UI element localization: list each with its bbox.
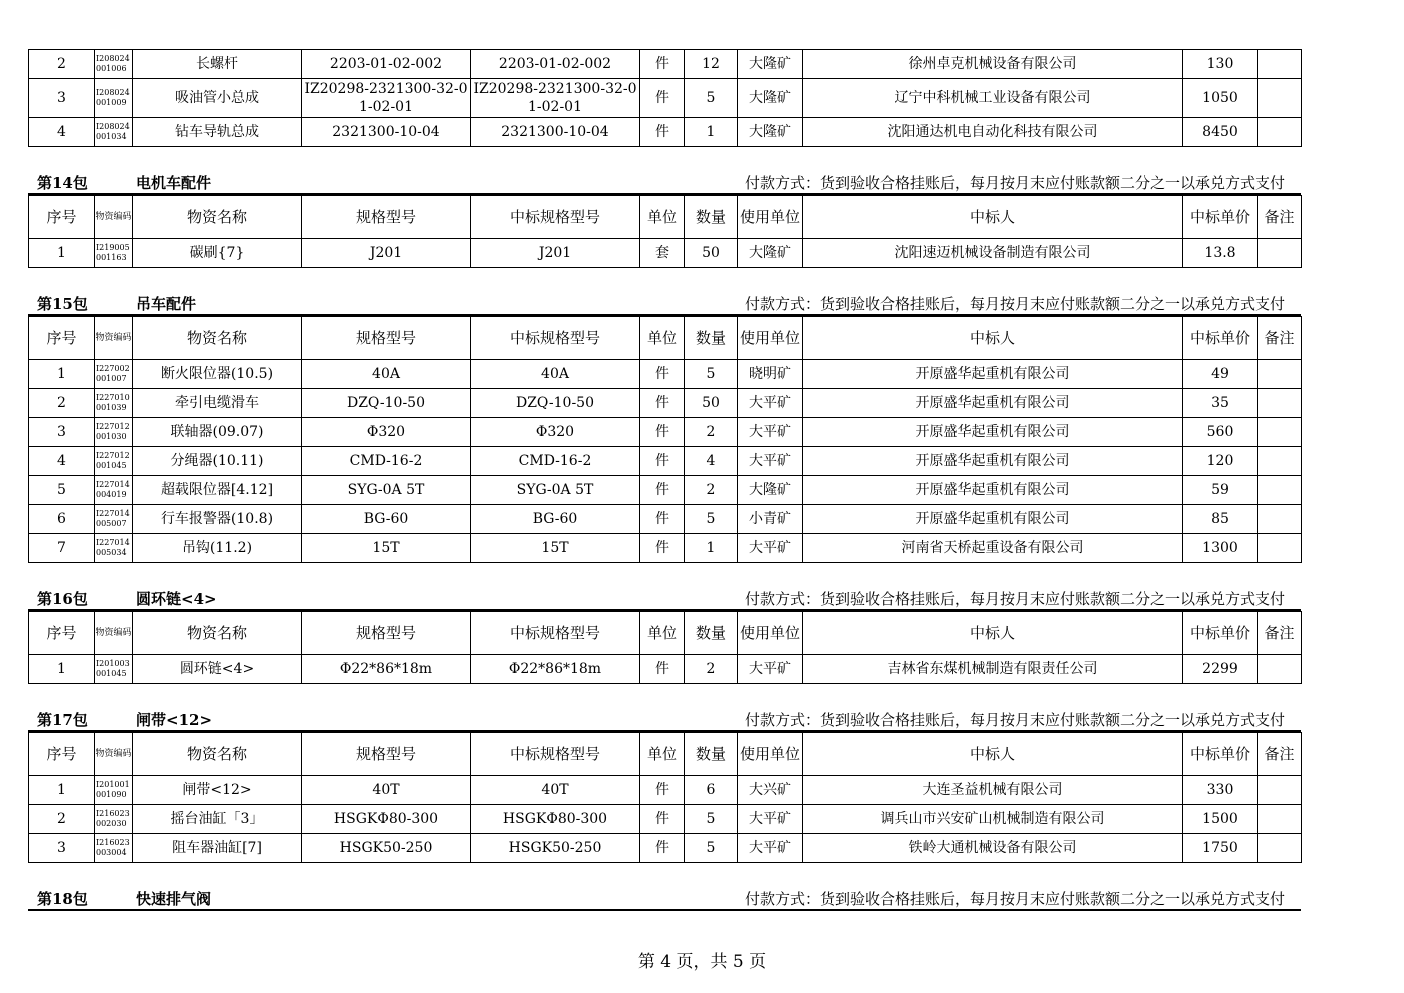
payment-terms: 付款方式：货到验收合格挂账后，每月按月末应付账款额二分之一以承兑方式支付 (744, 890, 1285, 908)
cell-name: 吸油管小总成 (133, 79, 302, 118)
payment-terms: 付款方式：货到验收合格挂账后，每月按月末应付账款额二分之一以承兑方式支付 (744, 174, 1285, 192)
cell-spec: HSGK50-250 (302, 834, 471, 863)
cell-site: 大平矿 (738, 805, 803, 834)
table-header-row (29, 196, 1302, 239)
cell-unit: 件 (640, 118, 685, 147)
table-row (29, 239, 1302, 268)
cell-site: 大隆矿 (738, 50, 803, 79)
header-bid-spec: 中标规格型号 (471, 196, 640, 239)
header-spec: 规格型号 (302, 317, 471, 360)
cell-bid-spec: IZ20298-2321300-32-01-02-01 (471, 79, 640, 118)
section-header (28, 589, 1301, 611)
cell-winner: 开原盛华起重机有限公司 (803, 418, 1183, 447)
cell-name: 超载限位器[4.12] (133, 476, 302, 505)
header-spec: 规格型号 (302, 733, 471, 776)
cell-seq: 3 (29, 418, 95, 447)
cell-winner: 铁岭大通机械设备有限公司 (803, 834, 1183, 863)
cell-seq: 4 (29, 447, 95, 476)
cell-spec: 40A (302, 360, 471, 389)
cell-site: 大隆矿 (738, 476, 803, 505)
header-code: 物资编码 (95, 612, 133, 655)
cell-bid-spec: J201 (471, 239, 640, 268)
cell-price: 330 (1183, 776, 1258, 805)
cell-bid-spec: Φ22*86*18m (471, 655, 640, 684)
cell-note (1258, 476, 1302, 505)
cell-spec: SYG-0A 5T (302, 476, 471, 505)
header-bid-spec: 中标规格型号 (471, 317, 640, 360)
cell-spec: J201 (302, 239, 471, 268)
cell-name: 断火限位器(10.5) (133, 360, 302, 389)
cell-qty: 50 (685, 389, 738, 418)
cell-winner: 开原盛华起重机有限公司 (803, 476, 1183, 505)
cell-name: 阻车器油缸[7] (133, 834, 302, 863)
cell-qty: 6 (685, 776, 738, 805)
header-note: 备注 (1258, 317, 1302, 360)
cell-seq: 6 (29, 505, 95, 534)
page-footer: 第 4 页，共 5 页 (637, 952, 767, 972)
cell-unit: 套 (640, 239, 685, 268)
cell-price: 1050 (1183, 79, 1258, 118)
package-table (28, 732, 1302, 863)
header-name: 物资名称 (133, 317, 302, 360)
header-seq: 序号 (29, 612, 95, 655)
table-row (29, 418, 1302, 447)
cell-spec: BG-60 (302, 505, 471, 534)
cell-unit: 件 (640, 834, 685, 863)
table-header-row (29, 733, 1302, 776)
cell-seq: 7 (29, 534, 95, 563)
header-name: 物资名称 (133, 196, 302, 239)
cell-winner: 沈阳速迈机械设备制造有限公司 (803, 239, 1183, 268)
cell-bid-spec: Φ320 (471, 418, 640, 447)
cell-price: 13.8 (1183, 239, 1258, 268)
cell-spec: 40T (302, 776, 471, 805)
cell-note (1258, 655, 1302, 684)
cell-bid-spec: 2203-01-02-002 (471, 50, 640, 79)
table-row (29, 360, 1302, 389)
header-code: 物资编码 (95, 196, 133, 239)
header-seq: 序号 (29, 733, 95, 776)
table-row (29, 79, 1302, 118)
cell-site: 大隆矿 (738, 118, 803, 147)
cell-seq: 1 (29, 776, 95, 805)
cell-note (1258, 776, 1302, 805)
cell-seq: 4 (29, 118, 95, 147)
header-code: 物资编码 (95, 733, 133, 776)
header-price: 中标单价 (1183, 733, 1258, 776)
cell-unit: 件 (640, 79, 685, 118)
cell-site: 大平矿 (738, 834, 803, 863)
cell-winner: 开原盛华起重机有限公司 (803, 447, 1183, 476)
cell-qty: 5 (685, 505, 738, 534)
cell-qty: 5 (685, 360, 738, 389)
cell-note (1258, 118, 1302, 147)
cell-qty: 4 (685, 447, 738, 476)
cell-code: I216023 003004 (95, 834, 133, 863)
cell-code: I208024 001009 (95, 79, 133, 118)
cell-bid-spec: 2321300-10-04 (471, 118, 640, 147)
cell-site: 小青矿 (738, 505, 803, 534)
header-winner: 中标人 (803, 196, 1183, 239)
cell-seq: 1 (29, 360, 95, 389)
cell-price: 35 (1183, 389, 1258, 418)
payment-terms: 付款方式：货到验收合格挂账后，每月按月末应付账款额二分之一以承兑方式支付 (744, 590, 1285, 608)
header-qty: 数量 (685, 196, 738, 239)
cell-unit: 件 (640, 389, 685, 418)
cell-seq: 1 (29, 655, 95, 684)
cell-name: 分绳器(10.11) (133, 447, 302, 476)
cell-spec: CMD-16-2 (302, 447, 471, 476)
cell-code: I216023 002030 (95, 805, 133, 834)
cell-seq: 3 (29, 834, 95, 863)
header-seq: 序号 (29, 196, 95, 239)
table-header-row (29, 317, 1302, 360)
cell-bid-spec: 40T (471, 776, 640, 805)
cell-name: 联轴器(09.07) (133, 418, 302, 447)
cell-name: 长螺杆 (133, 50, 302, 79)
cell-bid-spec: CMD-16-2 (471, 447, 640, 476)
cell-winner: 徐州卓克机械设备有限公司 (803, 50, 1183, 79)
cell-bid-spec: DZQ-10-50 (471, 389, 640, 418)
cell-site: 大平矿 (738, 389, 803, 418)
cell-spec: Φ22*86*18m (302, 655, 471, 684)
cell-bid-spec: 15T (471, 534, 640, 563)
cell-winner: 大连圣益机械有限公司 (803, 776, 1183, 805)
cell-qty: 5 (685, 805, 738, 834)
cell-spec: 2203-01-02-002 (302, 50, 471, 79)
header-qty: 数量 (685, 733, 738, 776)
cell-code: I227014 005034 (95, 534, 133, 563)
table-row (29, 50, 1302, 79)
cell-code: I227002 001007 (95, 360, 133, 389)
cell-note (1258, 79, 1302, 118)
cell-seq: 3 (29, 79, 95, 118)
header-spec: 规格型号 (302, 612, 471, 655)
package-table (28, 195, 1302, 268)
header-name: 物资名称 (133, 612, 302, 655)
cell-seq: 5 (29, 476, 95, 505)
cell-qty: 5 (685, 834, 738, 863)
cell-unit: 件 (640, 476, 685, 505)
cell-price: 1750 (1183, 834, 1258, 863)
header-seq: 序号 (29, 317, 95, 360)
cell-unit: 件 (640, 360, 685, 389)
table-header-row (29, 612, 1302, 655)
header-unit: 单位 (640, 612, 685, 655)
cell-price: 85 (1183, 505, 1258, 534)
cell-unit: 件 (640, 418, 685, 447)
package-number: 第16包 (37, 590, 88, 608)
cell-price: 49 (1183, 360, 1258, 389)
cell-name: 钻车导轨总成 (133, 118, 302, 147)
payment-terms: 付款方式：货到验收合格挂账后，每月按月末应付账款额二分之一以承兑方式支付 (744, 711, 1285, 729)
cell-unit: 件 (640, 534, 685, 563)
cell-winner: 调兵山市兴安矿山机械制造有限公司 (803, 805, 1183, 834)
cell-name: 闸带<12> (133, 776, 302, 805)
cell-spec: 15T (302, 534, 471, 563)
cell-unit: 件 (640, 776, 685, 805)
table-row (29, 534, 1302, 563)
package-title: 电机车配件 (136, 174, 212, 192)
section-header (28, 710, 1301, 732)
cell-site: 晓明矿 (738, 360, 803, 389)
cell-seq: 2 (29, 805, 95, 834)
cell-bid-spec: BG-60 (471, 505, 640, 534)
cell-bid-spec: 40A (471, 360, 640, 389)
package-number: 第17包 (37, 711, 88, 729)
cell-name: 碳刷{7} (133, 239, 302, 268)
cell-note (1258, 447, 1302, 476)
section-header-18 (28, 889, 1301, 911)
section-header (28, 173, 1301, 195)
cell-winner: 沈阳通达机电自动化科技有限公司 (803, 118, 1183, 147)
package-number: 第18包 (37, 890, 88, 908)
cell-note (1258, 360, 1302, 389)
cell-price: 8450 (1183, 118, 1258, 147)
cell-spec: HSGKΦ80-300 (302, 805, 471, 834)
header-site: 使用单位 (738, 612, 803, 655)
header-bid-spec: 中标规格型号 (471, 733, 640, 776)
cell-site: 大隆矿 (738, 239, 803, 268)
cell-unit: 件 (640, 505, 685, 534)
section-header (28, 294, 1301, 316)
cell-note (1258, 389, 1302, 418)
header-price: 中标单价 (1183, 317, 1258, 360)
cell-price: 130 (1183, 50, 1258, 79)
cell-qty: 50 (685, 239, 738, 268)
header-spec: 规格型号 (302, 196, 471, 239)
cell-code: I201001 001090 (95, 776, 133, 805)
cell-note (1258, 239, 1302, 268)
payment-terms: 付款方式：货到验收合格挂账后，每月按月末应付账款额二分之一以承兑方式支付 (744, 295, 1285, 313)
package-number: 第14包 (37, 174, 88, 192)
document-page (28, 49, 1301, 911)
cell-site: 大兴矿 (738, 776, 803, 805)
table-row (29, 834, 1302, 863)
cell-note (1258, 534, 1302, 563)
header-bid-spec: 中标规格型号 (471, 612, 640, 655)
cell-winner: 开原盛华起重机有限公司 (803, 389, 1183, 418)
table-row (29, 655, 1302, 684)
cell-unit: 件 (640, 655, 685, 684)
package-number: 第15包 (37, 295, 88, 313)
header-name: 物资名称 (133, 733, 302, 776)
cell-qty: 2 (685, 655, 738, 684)
cell-unit: 件 (640, 805, 685, 834)
cell-qty: 5 (685, 79, 738, 118)
header-site: 使用单位 (738, 317, 803, 360)
table-row (29, 805, 1302, 834)
header-price: 中标单价 (1183, 612, 1258, 655)
cell-site: 大平矿 (738, 655, 803, 684)
package-table (28, 316, 1302, 563)
cell-code: I227012 001030 (95, 418, 133, 447)
cell-qty: 2 (685, 418, 738, 447)
cell-name: 牵引电缆滑车 (133, 389, 302, 418)
cell-code: I227010 001039 (95, 389, 133, 418)
cell-winner: 辽宁中科机械工业设备有限公司 (803, 79, 1183, 118)
header-unit: 单位 (640, 317, 685, 360)
cell-unit: 件 (640, 447, 685, 476)
package-title: 闸带<12> (136, 711, 213, 729)
cell-bid-spec: HSGK50-250 (471, 834, 640, 863)
cell-qty: 12 (685, 50, 738, 79)
cell-code: I227014 004019 (95, 476, 133, 505)
cell-bid-spec: SYG-0A 5T (471, 476, 640, 505)
header-unit: 单位 (640, 733, 685, 776)
cell-unit: 件 (640, 50, 685, 79)
cell-note (1258, 834, 1302, 863)
cell-price: 59 (1183, 476, 1258, 505)
header-winner: 中标人 (803, 733, 1183, 776)
cell-name: 吊钩(11.2) (133, 534, 302, 563)
cell-code: I208024 001034 (95, 118, 133, 147)
cell-spec: Φ320 (302, 418, 471, 447)
cell-winner: 吉林省东煤机械制造有限责任公司 (803, 655, 1183, 684)
header-note: 备注 (1258, 196, 1302, 239)
cell-code: I227014 005007 (95, 505, 133, 534)
cell-code: I219005 001163 (95, 239, 133, 268)
cell-winner: 开原盛华起重机有限公司 (803, 505, 1183, 534)
table-row (29, 505, 1302, 534)
cell-winner: 河南省天桥起重设备有限公司 (803, 534, 1183, 563)
cell-name: 圆环链<4> (133, 655, 302, 684)
cell-price: 1300 (1183, 534, 1258, 563)
cell-note (1258, 50, 1302, 79)
header-site: 使用单位 (738, 733, 803, 776)
cell-price: 2299 (1183, 655, 1258, 684)
cell-winner: 开原盛华起重机有限公司 (803, 360, 1183, 389)
table-row (29, 476, 1302, 505)
cell-spec: IZ20298-2321300-32-01-02-01 (302, 79, 471, 118)
cell-note (1258, 418, 1302, 447)
cell-price: 1500 (1183, 805, 1258, 834)
header-qty: 数量 (685, 317, 738, 360)
package-title: 圆环链<4> (136, 590, 217, 608)
cell-qty: 2 (685, 476, 738, 505)
header-site: 使用单位 (738, 196, 803, 239)
header-winner: 中标人 (803, 317, 1183, 360)
header-winner: 中标人 (803, 612, 1183, 655)
cell-site: 大平矿 (738, 447, 803, 476)
header-code: 物资编码 (95, 317, 133, 360)
cell-site: 大隆矿 (738, 79, 803, 118)
header-qty: 数量 (685, 612, 738, 655)
cell-code: I227012 001045 (95, 447, 133, 476)
table-row (29, 389, 1302, 418)
cell-seq: 1 (29, 239, 95, 268)
package-table (28, 611, 1302, 684)
cell-code: I201003 001045 (95, 655, 133, 684)
cell-name: 行车报警器(10.8) (133, 505, 302, 534)
cell-seq: 2 (29, 389, 95, 418)
table-row (29, 118, 1302, 147)
package-title: 快速排气阀 (136, 890, 212, 908)
cell-price: 120 (1183, 447, 1258, 476)
package-title: 吊车配件 (136, 295, 197, 313)
cell-name: 摇台油缸「3」 (133, 805, 302, 834)
cell-note (1258, 805, 1302, 834)
cell-qty: 1 (685, 534, 738, 563)
cell-qty: 1 (685, 118, 738, 147)
cell-seq: 2 (29, 50, 95, 79)
cell-spec: DZQ-10-50 (302, 389, 471, 418)
cell-spec: 2321300-10-04 (302, 118, 471, 147)
header-unit: 单位 (640, 196, 685, 239)
header-note: 备注 (1258, 733, 1302, 776)
header-note: 备注 (1258, 612, 1302, 655)
cell-note (1258, 505, 1302, 534)
cell-site: 大平矿 (738, 418, 803, 447)
header-price: 中标单价 (1183, 196, 1258, 239)
table-row (29, 447, 1302, 476)
cell-site: 大平矿 (738, 534, 803, 563)
cell-code: I208024 001006 (95, 50, 133, 79)
table-row (29, 776, 1302, 805)
top-table (28, 49, 1302, 147)
cell-bid-spec: HSGKΦ80-300 (471, 805, 640, 834)
cell-price: 560 (1183, 418, 1258, 447)
